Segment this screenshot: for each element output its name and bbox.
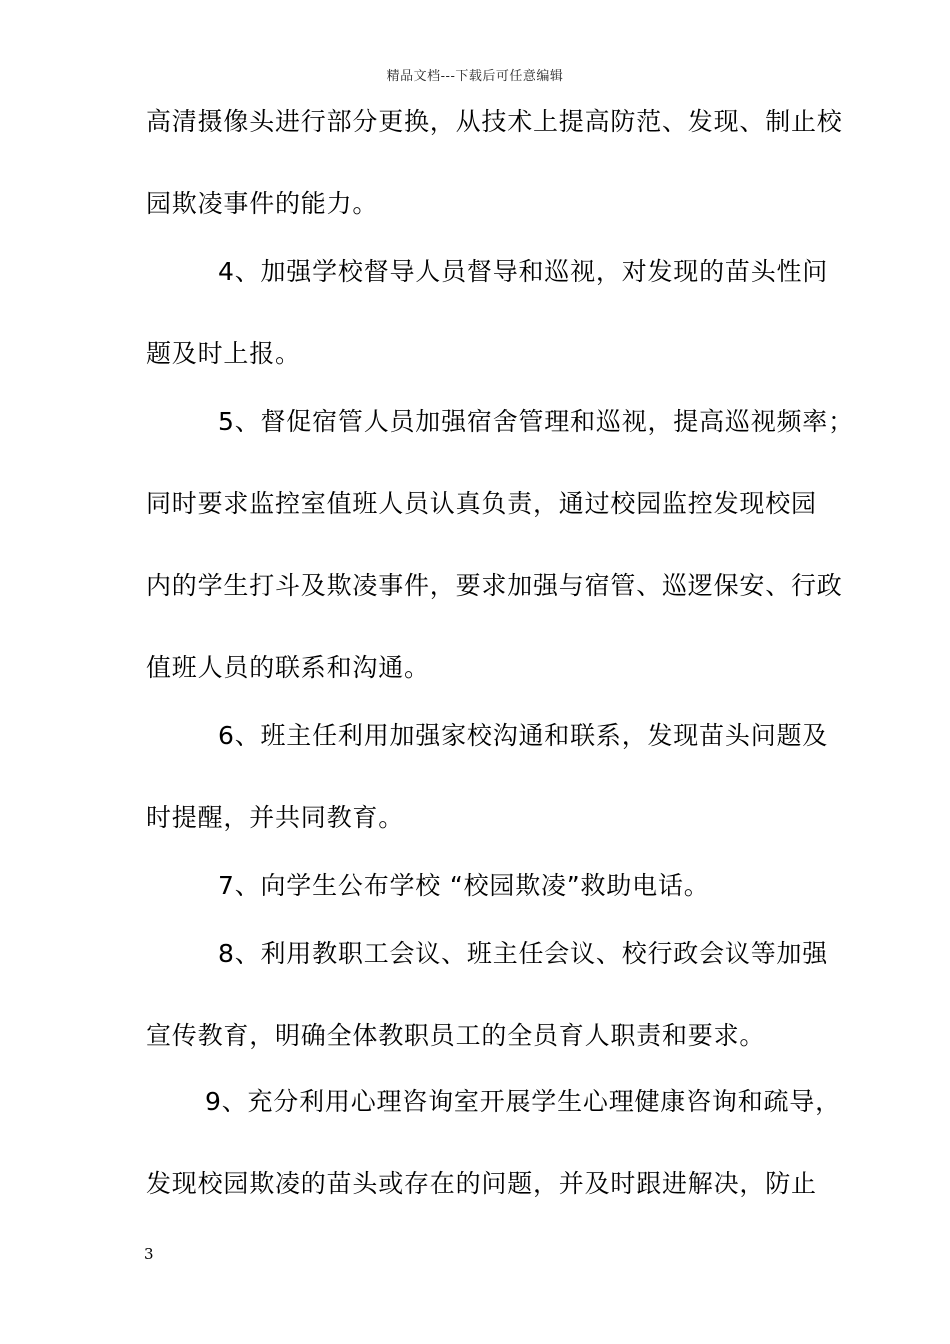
body-line: 4、加强学校督导人员督导和巡视，对发现的苗头性问 [218, 257, 829, 286]
body-line: 园欺凌事件的能力。 [146, 189, 379, 218]
page-number: 3 [144, 1245, 154, 1263]
body-line: 宣传教育，明确全体教职员工的全员育人职责和要求。 [146, 1021, 766, 1050]
body-line: 5、督促宿管人员加强宿舍管理和巡视，提高巡视频率； [218, 407, 854, 436]
page-header: 精品文档---下载后可任意编辑 [386, 69, 564, 84]
body-line: 高清摄像头进行部分更换，从技术上提高防范、发现、制止校 [146, 107, 843, 136]
body-line: 题及时上报。 [146, 339, 301, 368]
body-line: 值班人员的联系和沟通。 [146, 653, 430, 682]
body-line: 同时要求监控室值班人员认真负责，通过校园监控发现校园 [146, 489, 817, 518]
body-line: 8、利用教职工会议、班主任会议、校行政会议等加强 [218, 939, 829, 968]
body-line: 9、充分利用心理咨询室开展学生心理健康咨询和疏导， [205, 1087, 841, 1116]
body-line: 内的学生打斗及欺凌事件，要求加强与宿管、巡逻保安、行政 [146, 571, 843, 600]
body-line: 7、向学生公布学校 “校园欺凌”救助电话。 [218, 871, 710, 900]
body-line: 6、班主任利用加强家校沟通和联系，发现苗头问题及 [218, 721, 829, 750]
body-line: 发现校园欺凌的苗头或存在的问题，并及时跟进解决，防止 [146, 1169, 817, 1198]
body-line: 时提醒，并共同教育。 [146, 803, 405, 832]
